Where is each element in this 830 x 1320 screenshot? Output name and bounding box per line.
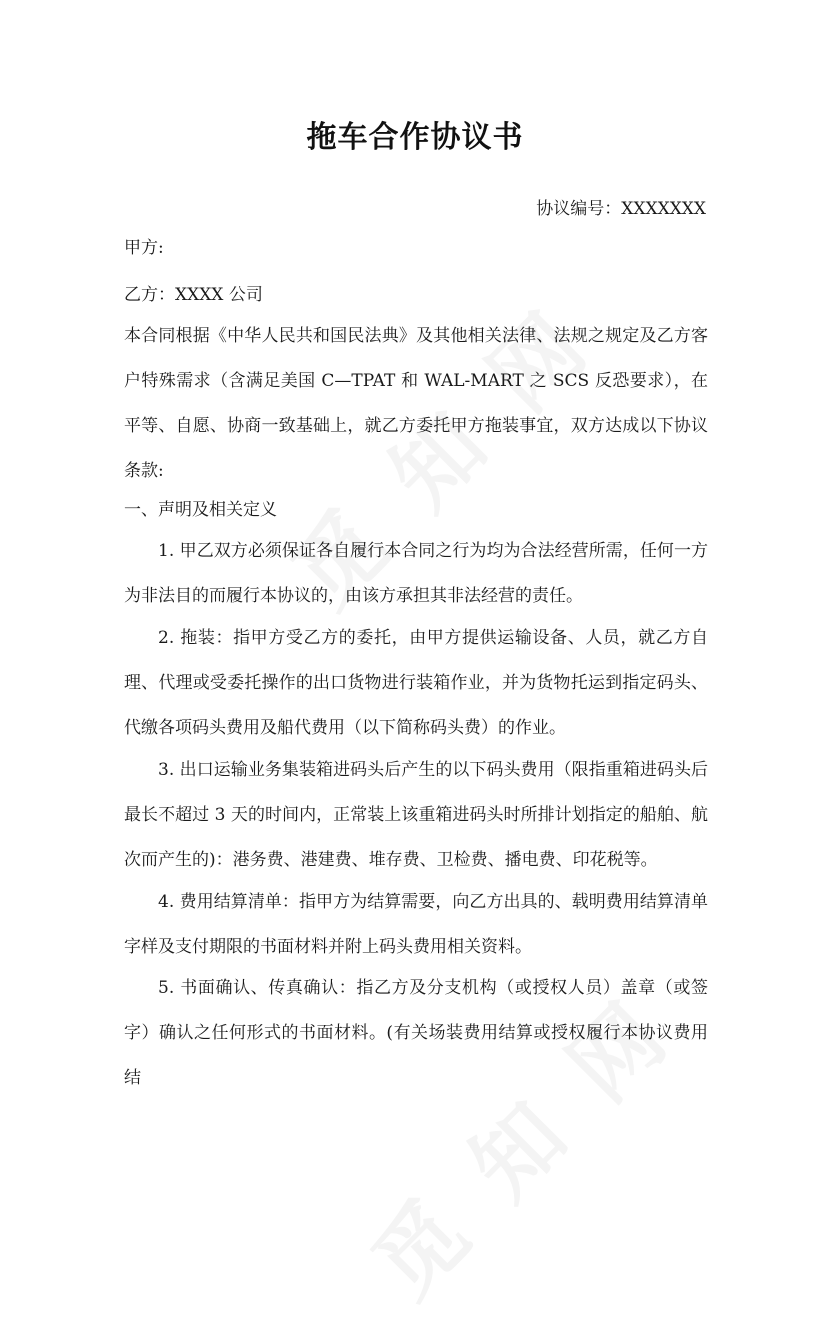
agreement-number: 协议编号：XXXXXXX xyxy=(536,199,706,219)
clause-1: 1. 甲乙双方必须保证各自履行本合同之行为均为合法经营所需，任何一方为非法目的而履行本协议的，由该方承担其非法经营的责任。 xyxy=(124,541,708,606)
clause-2: 2. 拖装：指甲方受乙方的委托，由甲方提供运输设备、人员，就乙方自理、代理或受委托操作的出口货物进行装箱作业，并为货物托运到指定码头、代缴各项码头费用及船代费用（以下简称码头费）的作业。 xyxy=(124,628,708,738)
preamble-paragraph: 本合同根据《中华人民共和国民法典》及其他相关法律、法规之规定及乙方客户特殊需求（含满足美国 C—TPAT 和 WAL-MART 之 SCS 反恐要求），在平等、自愿、协商一致基础上，就乙方委托甲方拖装事宜，双方达成以下协议条款: xyxy=(124,326,708,481)
party-a: 甲方: xyxy=(124,238,164,258)
clause-5: 5. 书面确认、传真确认：指乙方及分支机构（或授权人员）盖章（或签字）确认之任何形式的书面材料。(有关场装费用结算或授权履行本协议费用结 xyxy=(124,978,708,1088)
party-b: 乙方：XXXX 公司 xyxy=(124,285,263,305)
document-title: 拖车合作协议书 xyxy=(306,120,524,155)
clause-4: 4. 费用结算清单：指甲方为结算需要，向乙方出具的、载明费用结算清单字样及支付期限的书面材料并附上码头费用相关资料。 xyxy=(124,892,708,957)
section-heading: 一、声明及相关定义 xyxy=(124,500,277,520)
clause-3: 3. 出口运输业务集装箱进码头后产生的以下码头费用（限指重箱进码头后最长不超过 3 天的时间内，正常装上该重箱进码头时所排计划指定的船舶、航次而产生的)：港务费、港建费、堆存费、卫检费、播电费、印花税等。 xyxy=(124,760,708,870)
